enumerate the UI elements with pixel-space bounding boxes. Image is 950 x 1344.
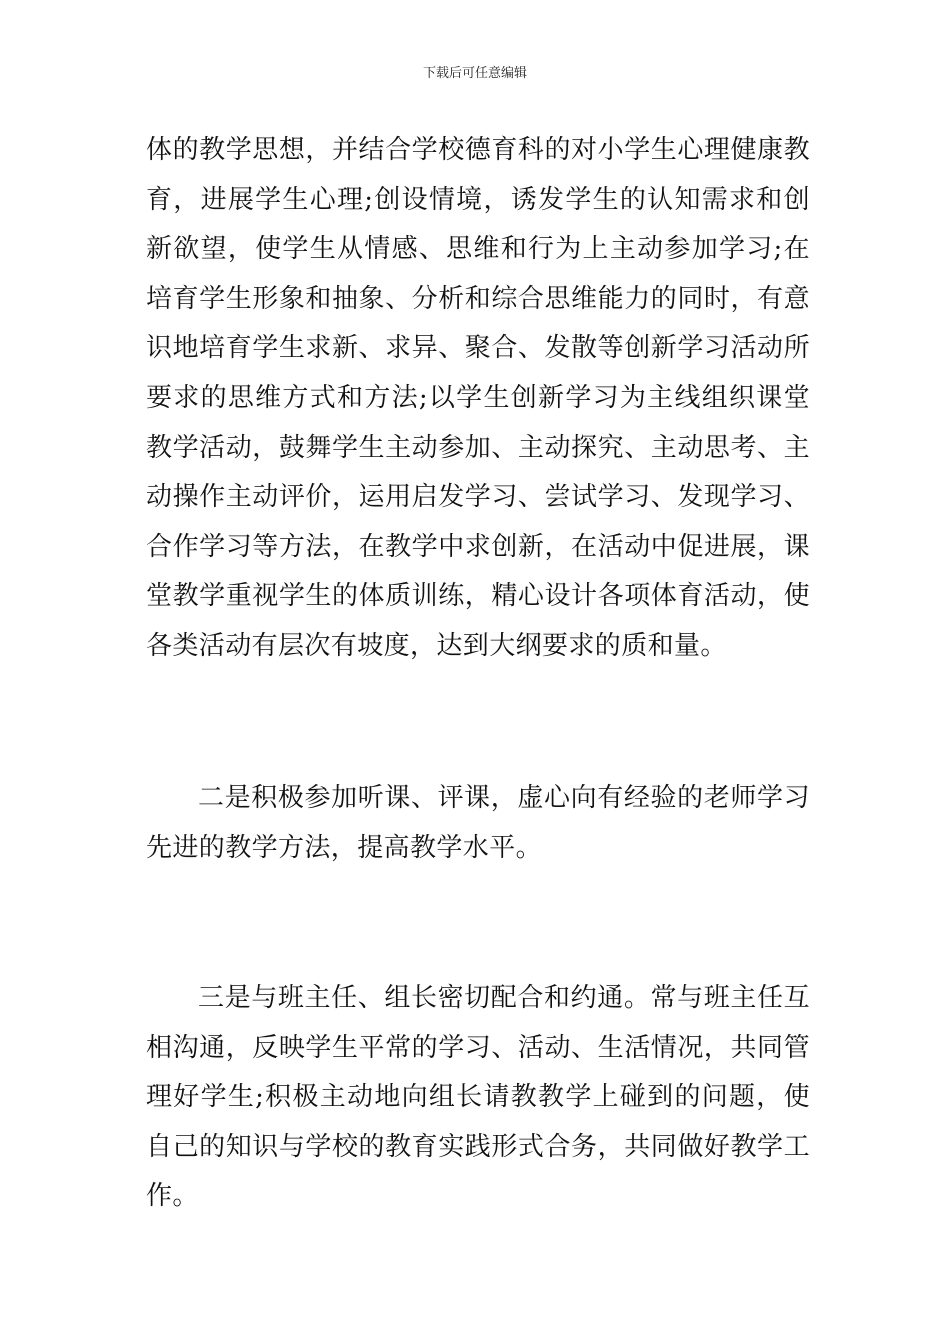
page-header: 下载后可任意编辑 [422,66,527,81]
paragraph-two: 二是积极参加听课、评课，虚心向有经验的老师学习先进的教学方法，提高教学水平。 [146,783,810,863]
paragraph-continuation: 体的教学思想，并结合学校德育科的对小学生心理健康教育，进展学生心理;创设情境，诱发学生的认知需求和创新欲望，使学生从情感、思维和行为上主动参加学习;在培育学生形象和抽象、分析和综合思维能力的同时，有意识地培育学生求新、求异、聚合、发散等创新学习活动所要求的思维方式和方法;以学生创新学习为主线组织课堂教学活动，鼓舞学生主动参加、主动探究、主动思考、主动操作主动评价，运用启发学习、尝试学习、发现学习、合作学习等方法，在教学中求创新，在活动中促进展，课堂教学重视学生的体质训练，精心设计各项体育活动，使各类活动有层次有坡度，达到大纲要求的质和量。 [146,135,810,661]
paragraph-three: 三是与班主任、组长密切配合和约通。常与班主任互相沟通，反映学生平常的学习、活动、生活情况，共同管理好学生;积极主动地向组长请教教学上碰到的问题，使自己的知识与学校的教育实践形式合务，共同做好教学工作。 [146,983,810,1212]
